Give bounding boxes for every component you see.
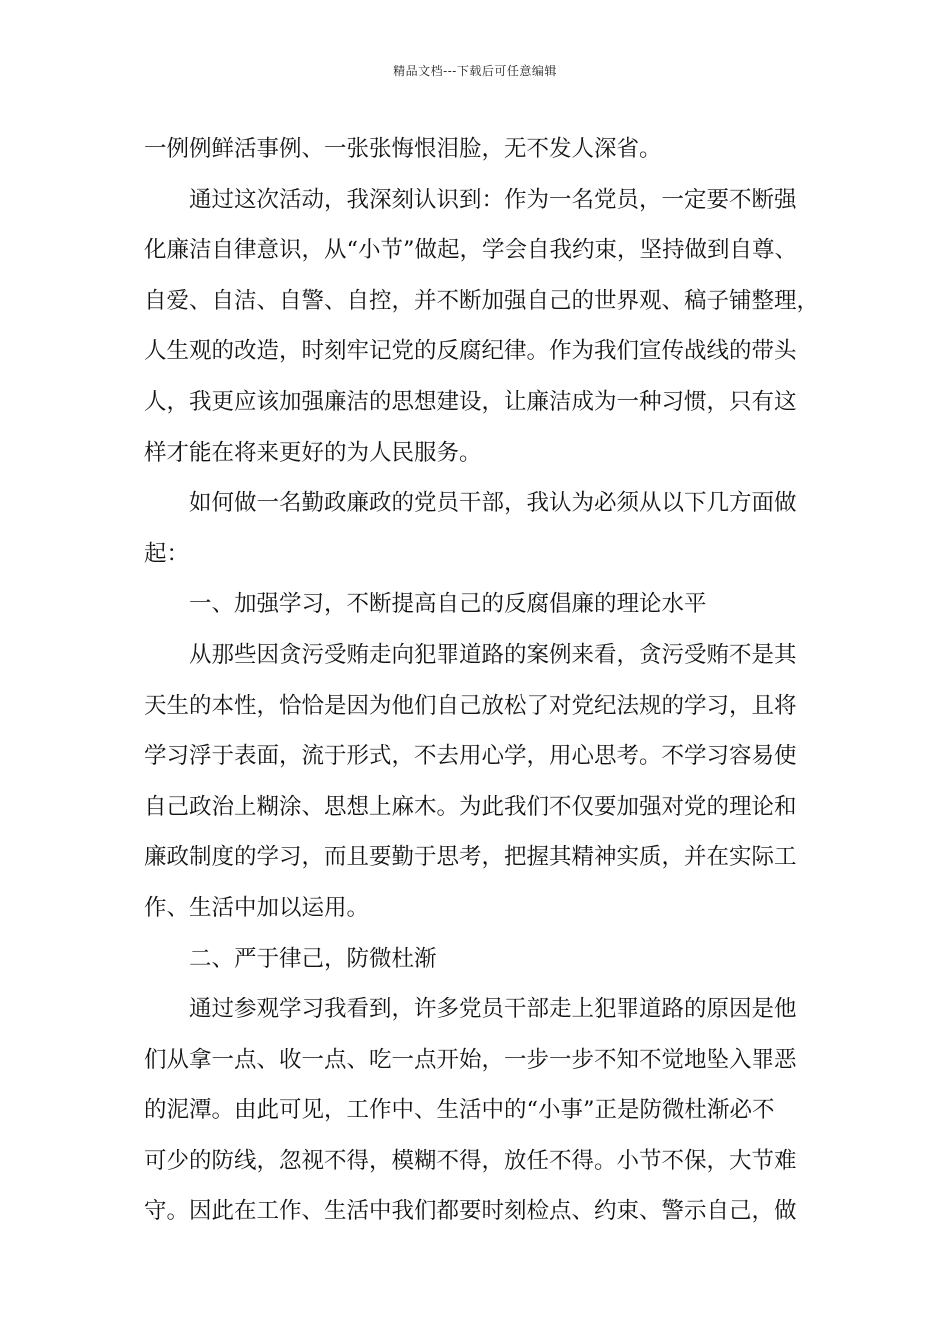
text-line: 一例例鲜活事例、一张张悔恨泪脸，无不发人深省。 — [144, 136, 662, 162]
text-line: 如何做一名勤政廉政的党员干部，我认为必须从以下几方面做 — [189, 490, 797, 517]
text-line: 廉政制度的学习，而且要勤于思考，把握其精神实质，并在实际工 — [144, 844, 797, 871]
text-line: 通过参观学习我看到，许多党员干部走上犯罪道路的原因是他 — [189, 996, 797, 1023]
text-line: 的泥潭。由此可见，工作中、生活中的“小事”正是防微杜渐必不 — [144, 1097, 775, 1124]
text-line: 二、严于律己，防微杜渐 — [189, 945, 437, 972]
text-line: 自己政治上糊涂、思想上麻木。为此我们不仅要加强对党的理论和 — [144, 793, 797, 820]
text-line: 们从拿一点、收一点、吃一点开始，一步一步不知不觉地坠入罪恶 — [144, 1046, 797, 1073]
document-body — [144, 124, 828, 1237]
text-line: 从那些因贪污受贿走向犯罪道路的案例来看，贪污受贿不是其 — [189, 641, 797, 668]
text-line: 化廉洁自律意识，从“小节”做起，学会自我约束，坚持做到自尊、 — [144, 237, 798, 264]
text-line: 人生观的改造，时刻牢记党的反腐纪律。作为我们宣传战线的带头 — [144, 338, 797, 365]
text-line: 学习浮于表面，流于形式，不去用心学，用心思考。不学习容易使 — [144, 743, 797, 770]
text-line: 可少的防线，忽视不得，模糊不得，放任不得。小节不保，大节难 — [144, 1147, 797, 1174]
text-line: 样才能在将来更好的为人民服务。 — [144, 439, 482, 466]
text-line: 自爱、自洁、自警、自控，并不断加强自己的世界观、稿子铺整理， — [144, 287, 820, 314]
text-line: 守。因此在工作、生活中我们都要时刻检点、约束、警示自己，做 — [144, 1198, 797, 1225]
text-line: 一、加强学习，不断提高自己的反腐倡廉的理论水平 — [189, 591, 707, 618]
text-line: 天生的本性，恰恰是因为他们自己放松了对党纪法规的学习，且将 — [144, 692, 797, 719]
page-header: 精品文档---下载后可任意编辑 — [393, 64, 557, 78]
text-line: 通过这次活动，我深刻认识到：作为一名党员，一定要不断强 — [189, 186, 797, 213]
text-line: 人，我更应该加强廉洁的思想建设，让廉洁成为一种习惯，只有这 — [144, 388, 797, 415]
text-line: 起： — [144, 540, 190, 567]
text-line: 作、生活中加以运用。 — [144, 894, 370, 921]
